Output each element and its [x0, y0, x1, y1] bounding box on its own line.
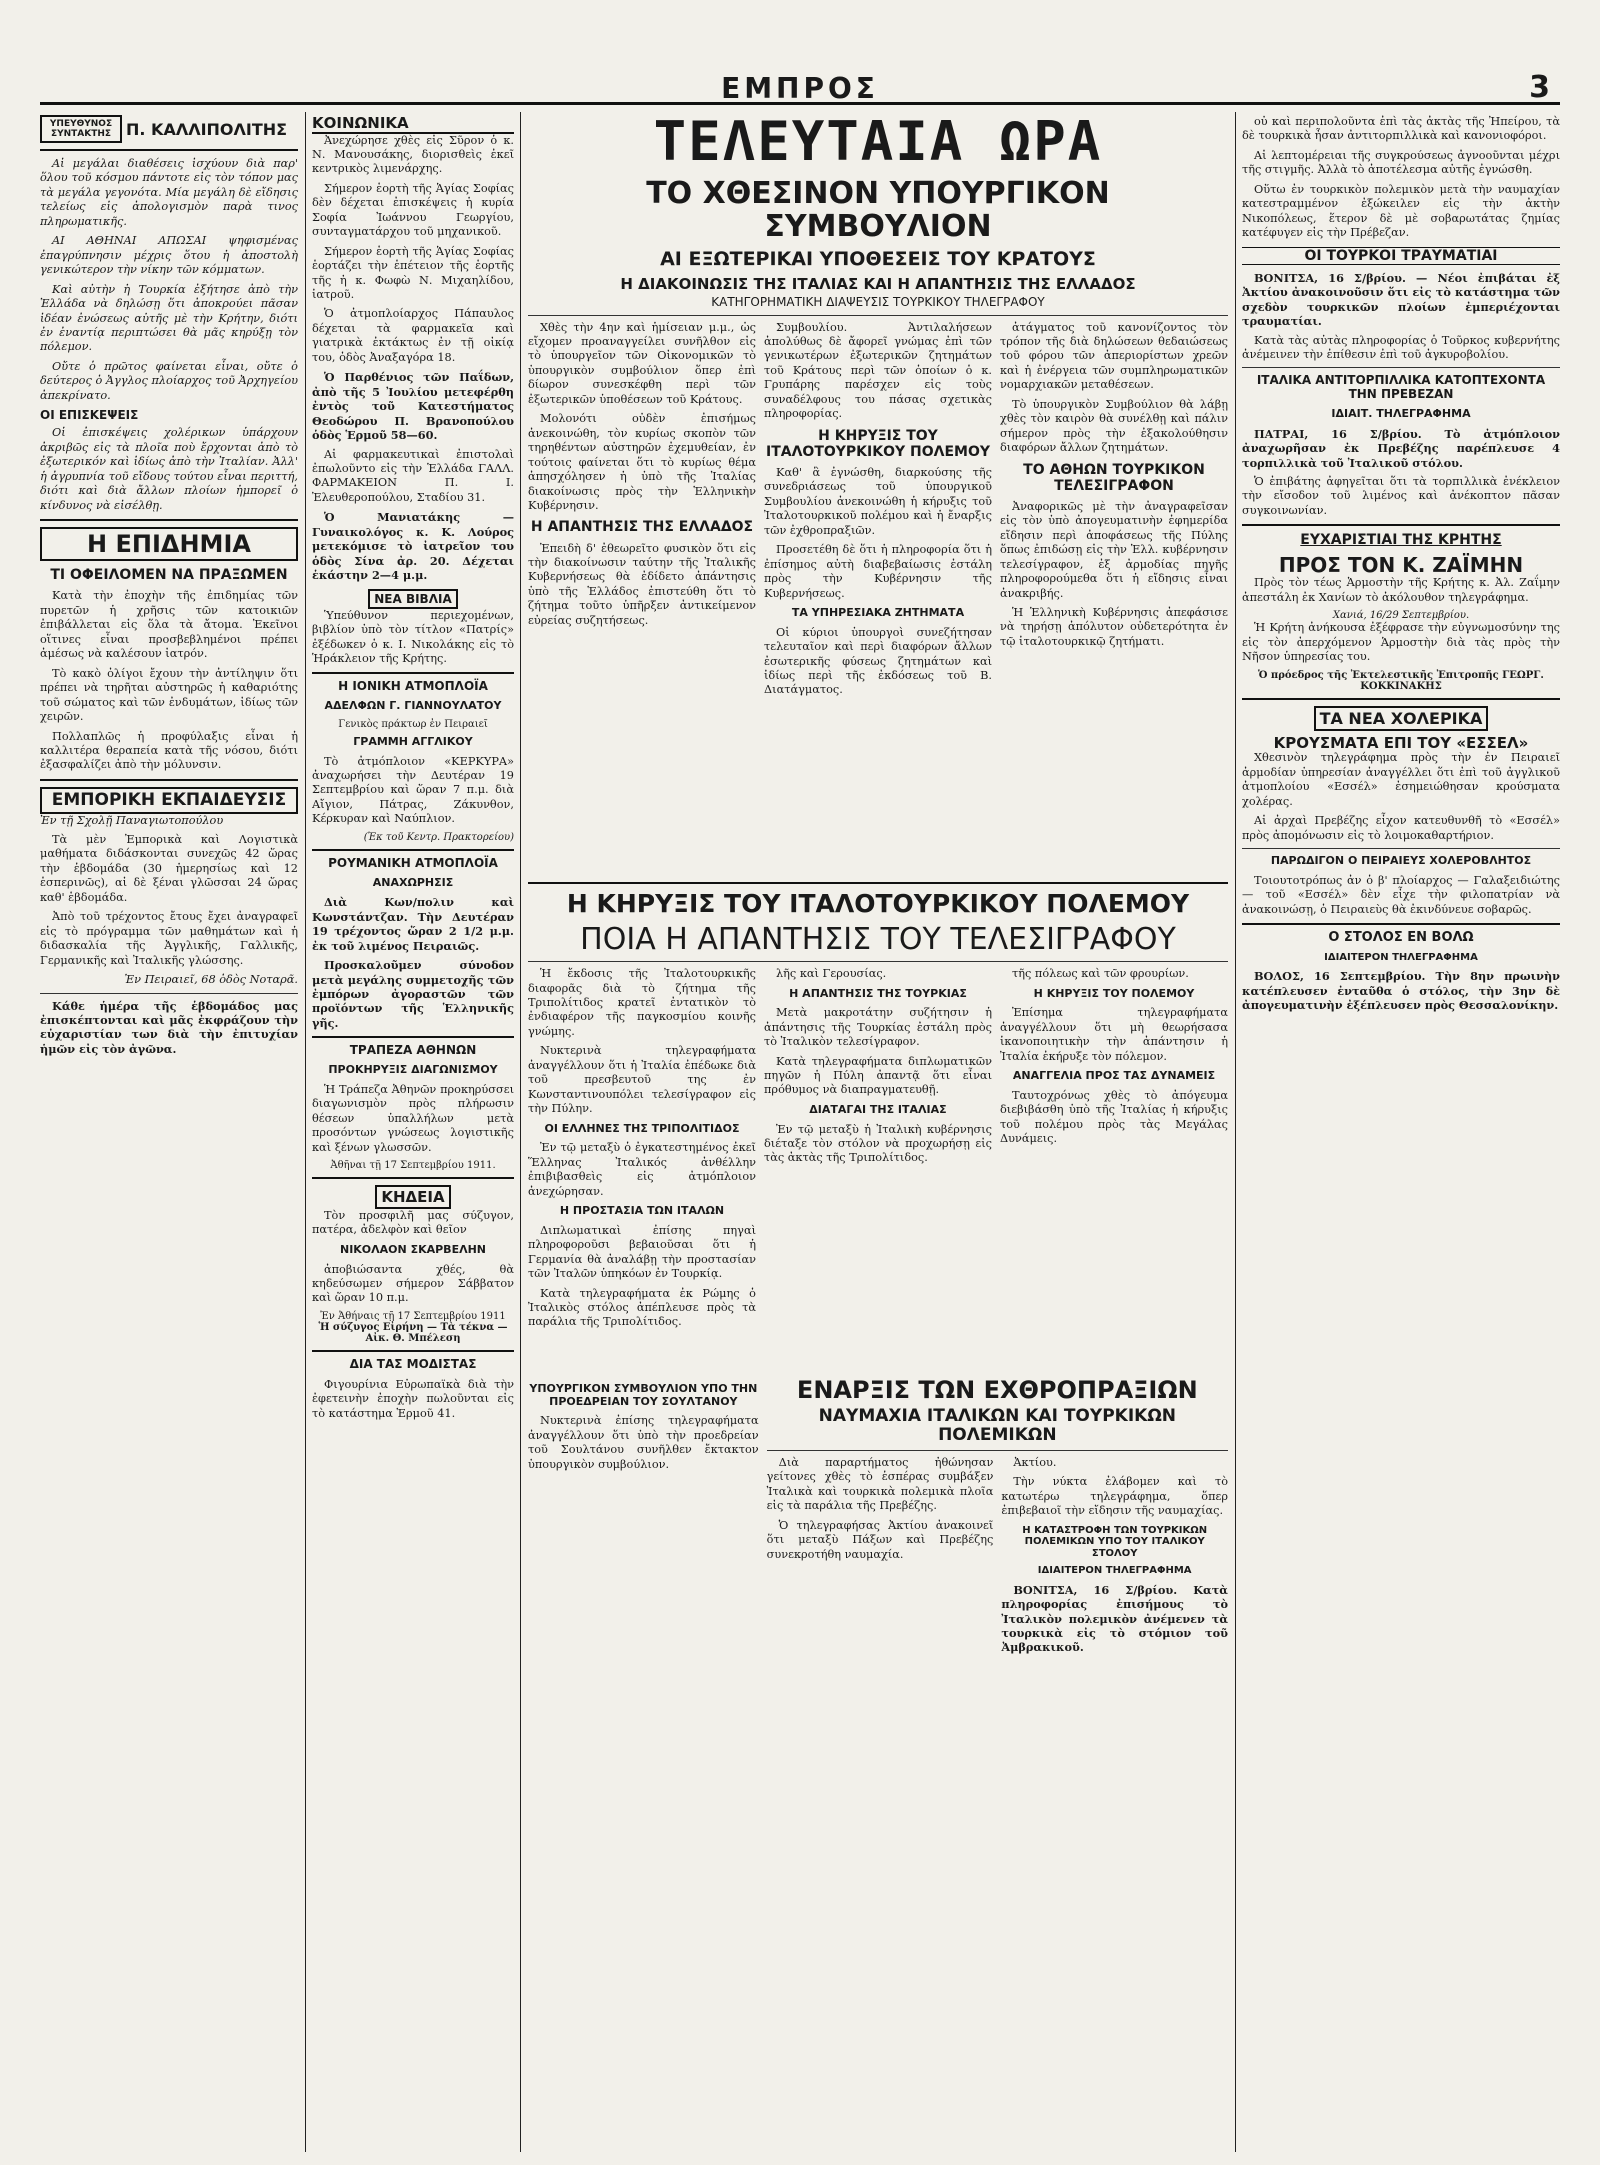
council-column-2 [764, 321, 992, 876]
headline-foreign-affairs: ΑΙ ΕΞΩΤΕΡΙΚΑΙ ΥΠΟΘΕΣΕΙΣ ΤΟΥ ΚΡΑΤΟΥΣ [660, 248, 1096, 270]
headline-council: ΤΟ ΧΘΕΣΙΝΟΝ ΥΠΟΥΡΓΙΚΟΝ ΣΥΜΒΟΥΛΙΟΝ [646, 176, 1110, 244]
hostilities-block [767, 1377, 1228, 1660]
section-heading: ΤΟ ΑΘΗΩΝ ΤΟΥΡΚΙΚΟΝ ΤΕΛΕΣΙΓΡΑΦΟΝ [1023, 461, 1205, 494]
funeral-date: Ἐν Ἀθήναις τῇ 17 Σεπτεμβρίου 1911 [320, 1310, 506, 1322]
paragraph: Προσκαλοῦμεν σύνοδον μετὰ μεγάλης συμμετοχῆς τῶν ἐμπόρων ἀγοραστῶν τῶν προϊόντων τῆς Ἑλληνικῆς γῆς. [312, 958, 514, 1030]
paragraph: Οὕτω ἐν τουρκικὸν πολεμικὸν μετὰ τὴν ναυμαχίαν κατεστραμμένον ἐξώκειλεν εἰς τὴν ἀκτὴν Νικοπόλεως, ἕτερον δὲ μὲ σοβαρωτάτας ζημίας κατέφυγεν εἰς τὴν Πρέβεζαν. [1242, 182, 1560, 240]
torpedo-heading: ΙΤΑΛΙΚΑ ΑΝΤΙΤΟΡΠΙΛΛΙΚΑ ΚΑΤΟΠΤΕΧΟΝΤΑ ΤΗΝ ΠΡΕΒΕΖΑΝ [1256, 373, 1546, 402]
section-heading: Η ΚΑΤΑΣΤΡΟΦΗ ΤΩΝ ΤΟΥΡΚΙΚΩΝ ΠΟΛΕΜΙΚΩΝ ΥΠΟ ΤΟΥ ΙΤΑΛΙΚΟΥ ΣΤΟΛΟΥ [1022, 1524, 1208, 1559]
paragraph: Ἀπὸ τοῦ τρέχοντος ἔτους ἔχει ἀναγραφεῖ εἰς τὸ πρόγραμμα τῶν μαθημάτων καὶ ἡ διδασκαλία τῆς Ἀγγλικῆς, Γαλλικῆς, Γερμανικῆς καὶ Ἰταλικῆς γλώσσης. [40, 910, 298, 967]
war-column-1 [528, 967, 756, 1377]
paragraph: Κατὰ τηλεγραφήματα διπλωματικῶν πηγῶν ἡ Πύλη ἀπαντᾷ ὅτι εἶναι πρόθυμος νὰ διαπραγματευθῇ. [764, 1054, 992, 1097]
funeral-name: ΝΙΚΟΛΑΟΝ ΣΚΑΡΒΕΛΗΝ [339, 1242, 487, 1256]
paragraph: Τὰ μὲν Ἐμπορικὰ καὶ Λογιστικὰ μαθήματα διδάσκονται συνεχῶς 42 ὥρας τὴν ἑβδομάδα (30 ἡμερησίως καὶ 12 ἑσπερινῶς), αἱ δὲ ξέναι γλῶσσαι 24 ὥρας καθ' ἑβδομάδα. [40, 833, 298, 904]
funeral-signatures: Ἡ σύζυγος Εἰρήνη — Τὰ τέκνα — Αἰκ. Θ. Μπέλεση [318, 1321, 508, 1344]
paragraph: Ὁ ἀτμοπλοίαρχος Πάπαυλος δέχεται τὰ φαρμακεῖα καὶ γιατρικὰ ἐκτάκτως ἐν τῇ οἰκίᾳ του, ὁδὸς Ἀναξαγόρα 18. [312, 307, 514, 364]
cholera-subheading: ΚΡΟΥΣΜΑΤΑ ΕΠΙ ΤΟΥ «ΕΣΣΕΛ» [1273, 733, 1529, 752]
paragraph: Κατὰ τὰς αὐτὰς πληροφορίας ὁ Τοῦρκος κυβερνήτης ἀνέμεινεν τὴν ἐπίθεσιν ἐπὶ τοῦ ἀγκυροβολίου. [1242, 333, 1560, 361]
paragraph: Οἱ ἐπισκέψεις χολέρικων ὑπάρχουν ἀκριβῶς εἰς τὰ πλοῖα ποὺ ἔρχονται ἀπὸ τὸ ἐξωτερικόν καὶ ἰδίως ἀπὸ τὴν Ἰταλίαν. Ἀλλ' ἡ ἀγρυπνία τοῦ εἴδους τούτου εἶναι περιττή, διότι καὶ διὰ ἄλλων πλοίων ἠμπορεῖ ὁ κίνδυνος νὰ εἰσέλθῃ. [40, 426, 298, 512]
paragraph: οὐ καὶ περιπολοῦντα ἐπὶ τὰς ἀκτὰς τῆς Ἠπείρου, τὰ δὲ τουρκικὰ ἦσαν ἀντιτορπιλλικὰ καὶ κανονιοφόροι. [1242, 115, 1560, 143]
paragraph: Αἱ φαρμακευτικαὶ ἐπιστολαὶ ἐπωλοῦντο εἰς τὴν Ἑλλάδα ΓΑΛΛ. ΦΑΡΜΑΚΕΙΟΝ Π. Ι. Ἐλευθεροπούλου, Σταδίου 31. [312, 447, 514, 504]
column-5 [1242, 115, 1560, 2155]
paragraph: Ἡ Τράπεζα Ἀθηνῶν προκηρύσσει διαγωνισμὸν πρὸς πλήρωσιν θέσεων ὑπαλλήλων μετὰ προσόντων γνώσεως λογιστικῆς καὶ ξένων γλωσσῶν. [312, 1082, 514, 1154]
naval-battle-headline: ΝΑΥΜΑΧΙΑ ΙΤΑΛΙΚΩΝ ΚΑΙ ΤΟΥΡΚΙΚΩΝ ΠΟΛΕΜΙΚΩΝ [818, 1406, 1177, 1446]
paragraph: Ταυτοχρόνως χθὲς τὸ ἀπόγευμα διεβιβάσθη ὑπὸ τῆς Ἰταλίας ἡ κήρυξις τοῦ πολέμου πρὸς τὰς Μεγάλας Δυνάμεις. [1000, 1088, 1228, 1145]
cholera-heading: ΤΑ ΝΕΑ ΧΟΛΕΡΙΚΑ [1314, 706, 1489, 731]
paragraph: Ἡ Κρήτη ἀνήκουσα ἐξέφρασε τὴν εὐγνωμοσύνην της εἰς τὸν ἀπερχόμενον Ἁρμοστὴν διὰ τὰς πρὸς τὴν Νῆσον ὑπηρεσίας του. [1242, 621, 1560, 664]
paragraph: Τὸ κακὸ ὀλίγοι ἔχουν τὴν ἀντίληψιν ὅτι πρέπει νὰ τηρῆται αὐστηρῶς ἡ καθαριότης τοῦ σώματος καὶ τῶν ἐνδυμάτων, ἰδίως τῶν χειρῶν. [40, 666, 298, 724]
paragraph: Οὔτε ὁ πρῶτος φαίνεται εἶναι, οὔτε ὁ δεύτερος ὁ Ἀγγλος πλοίαρχος τοῦ Ἀρχηγείου ἀπεκρίνατο. [40, 359, 298, 402]
section-heading: ΟΙ ΕΠΙΣΚΕΨΕΙΣ [40, 408, 139, 423]
ionian-brothers: ΑΔΕΛΦΩΝ Γ. ΓΙΑΝΝΟΥΛΑΤΟΥ [324, 699, 502, 713]
war-subheadline: ΠΟΙΑ Η ΑΠΑΝΤΗΣΙΣ ΤΟΥ ΤΕΛΕΣΙΓΡΑΦΟΥ [580, 922, 1176, 958]
column-rule [305, 112, 306, 2152]
thanks-place: Χανιά, 16/29 Σεπτεμβρίου. [1332, 610, 1470, 622]
modistes-heading: ΔΙΑ ΤΑΣ ΜΟΔΙΣΤΑΣ [349, 1356, 477, 1371]
ship-heading: ΠΑΡΩΔΙΓΟΝ Ο ΠΕΙΡΑΙΕΥΣ ΧΟΛΕΡΟΒΛΗΤΟΣ [1270, 853, 1532, 867]
books-heading: ΝΕΑ ΒΙΒΛΙΑ [368, 589, 458, 609]
paragraph: Ἐν τῷ μεταξὺ ὁ ἐγκατεστημένος ἐκεῖ Ἕλληνας Ἰταλικός ἀνθέλλην ἐπιβιβασθεὶς εἰς ἀτμόπλοιον ἀνεχώρησαν. [528, 1141, 756, 1198]
hostilities-headline: ΕΝΑΡΞΙΣ ΤΩΝ ΕΧΘΡΟΠΡΑΞΙΩΝ [796, 1376, 1198, 1405]
paragraph: Τὴν νύκτα ἐλάβομεν καὶ τὸ κατωτέρω τηλεγράφημα, ὅπερ ἐπιβεβαιοῖ τὴν εἴδησιν τῆς ναυμαχίας. [1001, 1475, 1228, 1518]
section-heading: ΑΝΑΓΓΕΛΙΑ ΠΡΟΣ ΤΑΣ ΔΥΝΑΜΕΙΣ [1012, 1068, 1216, 1082]
bank-heading: ΤΡΑΠΕΖΑ ΑΘΗΝΩΝ [349, 1043, 477, 1058]
funeral-heading: ΚΗΔΕΙΑ [375, 1185, 450, 1209]
paragraph: Σήμερον ἑορτὴ τῆς Ἁγίας Σοφίας ἑορτάζει τὴν ἑπέτειον τῆς ἑορτῆς τῆς ἡ κ. Φωφὼ Ν. Μιχαηλίδου, ἰατροῦ. [312, 244, 514, 302]
paragraph: ἀτάγματος τοῦ κανονίζοντος τὸν τρόπον τῆς διὰ δηλώσεων θεδαιώσεως τοῦ φόρου τῶν ἀπεριορίστων χρεῶν καὶ ἡ ἐνέργεια τῶν συμπληρωματικῶν νομαρχιακῶν μεταθέσεων. [1000, 320, 1228, 392]
fleet-subheading: ΙΔΙΑΙΤΕΡΟΝ ΤΗΛΕΓΡΑΦΗΜΑ [1324, 951, 1478, 963]
section-heading: Η ΚΗΡΥΞΙΣ ΤΟΥ ΙΤΑΛΟΤΟΥΡΚΙΚΟΥ ΠΟΛΕΜΟΥ [766, 427, 990, 460]
paragraph: Οἱ κύριοι ὑπουργοὶ συνεζήτησαν τελευταῖον καὶ περὶ διαφόρων ἄλλων ἐσωτερικῆς φύσεως ζητημάτων καὶ ἰδίως περὶ τῆς ἐκδόσεως τοῦ Β. Διατάγματος. [764, 625, 992, 697]
fleet-heading: Ο ΣΤΟΛΟΣ ΕΝ ΒΟΛΩ [1328, 929, 1474, 945]
war-headline: Η ΚΗΡΥΞΙΣ ΤΟΥ ΙΤΑΛΟΤΟΥΡΚΙΚΟΥ ΠΟΛΕΜΟΥ [566, 888, 1190, 918]
ionian-line: ΓΡΑΜΜΗ ΑΓΓΛΙΚΟΥ [353, 734, 473, 748]
paragraph: ΒΟΝΙΤΣΑ, 16 Σ/βρίου. Κατὰ πληροφορίας ἐπισήμους τὸ Ἰταλικὸν πολεμικὸν ἀνέμενεν τὰ τουρκικὰ εἰς τὸ στόμιον τοῦ Ἀμβρακικοῦ. [1001, 1582, 1228, 1655]
sultan-council-column [528, 1377, 759, 1660]
paragraph: Κατὰ τηλεγραφήματα ἐκ Ρώμης ὁ Ἰταλικὸς στόλος ἀπέπλευσε πρὸς τὰ παράλια τῆς Τριπολίτιδος. [528, 1286, 756, 1329]
council-column-3 [1000, 321, 1228, 876]
ionian-heading: Η ΙΟΝΙΚΗ ΑΤΜΟΠΛΟΪΑ [338, 679, 488, 694]
section-heading: ΟΙ ΕΛΛΗΝΕΣ ΤΗΣ ΤΡΙΠΟΛΙΤΙΔΟΣ [544, 1121, 740, 1135]
section-subheading: ΙΔΙΑΙΤΕΡΟΝ ΤΗΛΕΓΡΑΦΗΜΑ [1037, 1565, 1192, 1577]
paragraph: Σήμερον ἑορτὴ τῆς Ἁγίας Σοφίας δὲν δέχεται ἐπισκέψεις ἡ κυρία Σοφία Ἰωάννου Γεωργίου, συνταγματάρχου τοῦ μηχανικοῦ. [312, 181, 514, 239]
section-heading: Η ΠΡΟΣΤΑΣΙΑ ΤΩΝ ΙΤΑΛΩΝ [559, 1204, 725, 1218]
romanian-subheading: ΑΝΑΧΩΡΗΣΙΣ [372, 875, 454, 889]
paragraph: Ἐν τῷ μεταξὺ ἡ Ἰταλικὴ κυβέρνησις διέταξε τὸν στόλον νὰ προχωρήσῃ εἰς τὰς ἀκτὰς τῆς Τριπολίτιδος. [764, 1122, 992, 1165]
paragraph: Νυκτερινὰ τηλεγραφήματα ἀναγγέλλουν ὅτι ἡ Ἰταλία ἐπέδωκε διὰ τοῦ πρεσβευτοῦ της ἐν Κωνσταντινουπόλει τελεσίγραφον εἰς τὴν Πύλην. [528, 1044, 756, 1116]
paragraph: Καὶ αὐτὴν ἡ Τουρκία ἐξήτησε ἀπὸ τὴν Ἑλλάδα νὰ δηλώσῃ ὅτι ἀποκρούει πᾶσαν ἰδέαν ἐνώσεως αὐτῆς μὲ τὴν Κρήτην, διότι ἐν ἐναντίᾳ περιπτώσει θὰ μᾶς κηρύξῃ τὸν πόλεμον. [40, 282, 298, 354]
paragraph: Ἐπίσημα τηλεγραφήματα ἀναγγέλλουν ὅτι μὴ θεωρήσασα ἱκανοποιητικὴν τὴν ἀπάντησιν ἡ Ἰταλία ἐκήρυξε τὸν πόλεμον. [1000, 1006, 1228, 1063]
paragraph: Τὸν προσφιλῆ μας σύζυγον, πατέρα, ἀδελφὸν καὶ θεῖον [312, 1209, 514, 1237]
paragraph: Τοιουτοτρόπως ἀν ὁ β' πλοίαρχος — Γαλαξειδιώτης — τοῦ «Εσσέλ» δὲν εἶχε τὴν φιλοπατρίαν νὰ ἀνακοινώσῃ, ὁ Πειραιεὺς θὰ ἐκινδύνευε σοβαρῶς. [1242, 873, 1560, 916]
column-rule [1235, 112, 1236, 2152]
paragraph: Φιγουρίνια Εὐρωπαϊκὰ διὰ τὴν ἐφετεινὴν ἐποχὴν πωλοῦνται εἰς τὸ κατάστημα Ἑρμοῦ 41. [312, 1377, 514, 1420]
paragraph: ΑΙ ΑΘΗΝΑΙ ΑΠΩΣΑΙ ψηφισμένας ἐπαγρύπνησιν μέχρις ὅτου ἡ ἀποστολὴ γενικώτερον τὴν νίκην τῶν κόμματων. [40, 234, 298, 277]
column-2 [312, 115, 514, 2155]
war-column-3 [1000, 967, 1228, 1377]
epidemic-heading: Η ΕΠΙΔΗΜΙΑ [40, 527, 298, 561]
paragraph: Χθεσινὸν τηλεγράφημα πρὸς τὴν ἐν Πειραιεῖ ἀρμοδίαν ὑπηρεσίαν ἀναγγέλλει ὅτι ἐπὶ τοῦ ἀγγλικοῦ ἀτμοπλοίου «Εσσέλ» ἐσημειώθησαν κρούσματα χολέρας. [1242, 751, 1560, 808]
section-heading: Η ΚΗΡΥΞΙΣ ΤΟΥ ΠΟΛΕΜΟΥ [1033, 986, 1195, 1000]
paragraph: Τὸ ὑπουργικὸν Συμβούλιον θὰ λάβῃ χθὲς τὸν καιρὸν θὰ συνέλθῃ καὶ πάλιν σήμερον πρὸς τὴν ἐξακολούθησιν διαφόρων ἄλλων ζητημάτων. [1000, 397, 1228, 455]
paragraph: Ὁ ἐπιβάτης ἀφηγεῖται ὅτι τὰ τορπιλλικὰ ἐνέκλειον τὴν εἴσοδον τοῦ λιμένος καὶ ἀνέκοπτον πᾶσαν συγκοινωνίαν. [1242, 475, 1560, 517]
school-heading: ΕΜΠΟΡΙΚΗ ΕΚΠΑΙΔΕΥΣΙΣ [40, 787, 298, 814]
paragraph: Καθ' ἃ ἐγνώσθη, διαρκούσης τῆς συνεδριάσεως τοῦ ὑπουργικοῦ Συμβουλίου ἀνεκοινώθη ἡ κήρυξις τοῦ Ἰταλοτουρκικοῦ πολέμου καὶ ἡ ἔναρξις τῶν ἐχθροπραξιῶν. [764, 465, 992, 537]
paragraph: Πολλαπλῶς ἡ προφύλαξις εἶναι ἡ καλλιτέρα θεραπεία κατὰ τῆς νόσου, διότι ἐξασφαλίζει ἀπὸ τὴν μόλυνσιν. [40, 729, 298, 772]
paragraph: Διπλωματικαὶ ἐπίσης πηγαὶ πληροφοροῦσι βεβαιοῦσαι ὅτι ἡ Γερμανία θὰ ἀναλάβῃ τὴν προστασίαν τῶν Ἰταλῶν ὑπηκόων ἐν Τουρκίᾳ. [528, 1223, 756, 1281]
address: Ἐν Πειραιεῖ, 68 ὁδὸς Νοταρᾶ. [124, 973, 298, 987]
paragraph: Διὰ Κων/πολιν καὶ Κωνστάντζαν. Τὴν Δευτέραν 19 τρέχοντος ὥραν 2 1/2 μ.μ. ἐκ τοῦ λιμένος Πειραιῶς. [312, 895, 514, 953]
column-1 [40, 115, 298, 2155]
paragraph: Νυκτερινὰ ἐπίσης τηλεγραφήματα ἀναγγέλλουν ὅτι ὑπὸ τὴν προεδρείαν τοῦ Σουλτάνου συνῆλθεν ἔκτακτον ὑπουργικὸν συμβούλιον. [528, 1414, 759, 1471]
paragraph: Αἱ λεπτομέρειαι τῆς συγκρούσεως ἀγνοοῦνται μέχρι τῆς στιγμῆς. Ἀλλὰ τὸ ἀποτέλεσμα αὐτῆς ἐγνώσθη. [1242, 148, 1560, 177]
paragraph: ἀποβιώσαντα χθές, θὰ κηδεύσωμεν σήμερον Σάββατον καὶ ὥραν 10 π.μ. [312, 1262, 514, 1305]
social-heading: ΚΟΙΝΩΝΙΚΑ [312, 115, 514, 134]
paragraph: Τὸ ἀτμόπλοιον «ΚΕΡΚΥΡΑ» ἀναχωρήσει τὴν Δευτέραν 19 Σεπτεμβρίου καὶ ὥραν 7 π.μ. διὰ Αἴγιον, Πάτρας, Ζάκυνθον, Κέρκυραν καὶ Ναύπλιον. [312, 754, 514, 826]
section-heading: Η ΑΠΑΝΤΗΣΙΣ ΤΗΣ ΕΛΛΑΔΟΣ [530, 519, 754, 536]
thanks-subheading: ΠΡΟΣ ΤΟΝ Κ. ΖΑΪΜΗΝ [1278, 553, 1524, 578]
section-subheading: ΤΙ ΟΦΕΙΛΟΜΕΝ ΝΑ ΠΡΑΞΩΜΕΝ [50, 567, 288, 584]
paragraph: Ὑπεύθυνον περιεχομένων, βιβλίον ὑπὸ τὸν τίτλον «Πατρίς» ἐξέδωκεν ὁ κ. Ι. Νικολάκης εἰς τὸ Ἡράκλειον τῆς Κρήτης. [312, 608, 514, 665]
thanks-heading: ΕΥΧΑΡΙΣΤΙΑΙ ΤΗΣ ΚΡΗΤΗΣ [1300, 532, 1502, 549]
paragraph: Αἱ μεγάλαι διαθέσεις ἰσχύουν διὰ παρ' ὅλου τοῦ κόσμου πάντοτε εἰς τὸν τόπον μας τὰ μεγάλα γεγονότα. Μία μεγάλη δὲ εἴδησις τελείως εἰς ἀπολογισμὸν παρὰ τινος πληρωματικῆς. [40, 157, 298, 228]
paragraph: Ἐπειδὴ δ' ἐθεωρεῖτο φυσικὸν ὅτι εἰς τὴν διακοίνωσιν ταύτην τῆς Ἰταλικῆς Κυβερνήσεως θὰ ἐδίδετο ἀπάντησις ὑπὸ τῆς Ἑλλάδος ἐπιστεύθη ὅτι τὸ ζήτημα τοῦτο ὑπῆρξεν ἀντικείμενον εὐρείας συζητήσεως. [528, 541, 756, 627]
bank-date: Ἀθῆναι τῇ 17 Σεπτεμβρίου 1911. [330, 1160, 496, 1172]
council-column-1 [528, 321, 756, 876]
ionian-agent: Γενικὸς πράκτωρ ἐν Πειραιεῖ [338, 718, 488, 730]
paragraph: Ἀκτίου. [1013, 1455, 1057, 1469]
main-news [528, 115, 1228, 2155]
section-heading: ΥΠΟΥΡΓΙΚΟΝ ΣΥΜΒΟΥΛΙΟΝ ΥΠΟ ΤΗΝ ΠΡΟΕΔΡΕΙΑΝ ΤΟΥ ΣΟΥΛΤΑΝΟΥ [529, 1382, 758, 1408]
wounded-heading: ΟΙ ΤΟΥΡΚΟΙ ΤΡΑΥΜΑΤΙΑΙ [1242, 247, 1560, 265]
paragraph: Διὰ παραρτήματος ἠθώνησαν γείτονες χθὲς τὸ ἑσπέρας συμβάξεν Ἰταλικὰ καὶ τουρκικὰ πολεμικὰ πλοῖα εἰς τὰ παράλια τῆς Πρεβέζης. [766, 1455, 994, 1513]
section-heading: ΔΙΑΤΑΓΑΙ ΤΗΣ ΙΤΑΛΙΑΣ [809, 1102, 947, 1116]
paragraph: Ὁ τηλεγραφήσας Ἀκτίου ἀνακοινεῖ ὅτι μεταξὺ Πάξων καὶ Πρεβέζης συνεκροτήθη ναυμαχία. [766, 1518, 994, 1561]
paragraph: Συμβουλίου. Ἀντιλαλήσεων ἀπολύθως δὲ ἄφορεῖ γνώμας ἐπὶ τῶν γενικωτέρων ἐξωτερικῶν ζητημάτων τοῦ Κράτους περὶ τῶν ὁποίων ὁ κ. Γρυπάρης παρέσχεν εἰς τοὺς συναδέλφους του πάσας σχετικὰς πληροφορίας. [764, 320, 992, 421]
romanian-heading: ΡΟΥΜΑΝΙΚΗ ΑΤΜΟΠΛΟΪΑ [328, 855, 498, 870]
headline-denial: ΚΑΤΗΓΟΡΗΜΑΤΙΚΗ ΔΙΑΨΕΥΣΙΣ ΤΟΥΡΚΙΚΟΥ ΤΗΛΕΓΡΑΦΟΥ [711, 295, 1045, 310]
paragraph: Ἀνεχώρησε χθὲς εἰς Σῦρον ὁ κ. Ν. Μανουσάκης, διορισθεὶς ἐκεῖ κεντρικὸς λιμενάρχης. [312, 133, 514, 176]
headline-italian-note: Η ΔΙΑΚΟΙΝΩΣΙΣ ΤΗΣ ΙΤΑΛΙΑΣ ΚΑΙ Η ΑΠΑΝΤΗΣΙΣ ΤΗΣ ΕΛΛΑΔΟΣ [620, 274, 1136, 293]
paragraph: Μολονότι οὐδὲν ἐπισήμως ἀνεκοινώθη, τὸν κυρίως σκοπὸν τῶν τηρηθέντων αὐστηρῶν ἐχεμυθείαν, ἐν τούτοις φαίνεται ὅτι τὸ κυρίως θέμα ἀπησχόλησεν ἡ ὑπὸ τῆς Ἰταλίας διακοίνωσις πρὸς τὴν Ἑλληνικὴν Κυβέρνησιν. [528, 412, 756, 513]
section-heading: ΤΑ ΥΠΗΡΕΣΙΑΚΑ ΖΗΤΗΜΑΤΑ [791, 606, 965, 620]
bank-subheading: ΠΡΟΚΗΡΥΞΙΣ ΔΙΑΓΩΝΙΣΜΟΥ [328, 1063, 498, 1077]
paragraph: Μετὰ μακροτάτην συζήτησιν ἡ ἀπάντησις τῆς Τουρκίας ἐστάλη πρὸς τὸ Ἰταλικὸν τελεσίγραφον. [764, 1006, 992, 1049]
paragraph: Ὁ Μανιατάκης — Γυναικολόγος κ. Κ. Λούρος μετεκόμισε τὸ ἰατρεῖον του ὁδὸς Σίνα ἀρ. 20. Δέχεται ἑκάστην 2—4 μ.μ. [312, 510, 514, 583]
thanks-signature: Ὁ πρόεδρος τῆς Ἐκτελεστικῆς Ἐπιτροπῆς ΓΕΩΡΓ. ΚΟΚΚΙΝΑΚΗΣ [1258, 669, 1544, 692]
paragraph: τῆς πόλεως καὶ τῶν φρουρίων. [1012, 967, 1189, 981]
newspaper-title: ΕΜΠΡΟΣ [721, 72, 879, 105]
paragraph: ΒΟΝΙΤΣΑ, 16 Σ/βρίου. — Νέοι ἐπιβάται ἐξ Ἀκτίου ἀνακοινοῦσιν ὅτι εἰς τὸ κατάστημα τῶν σχεδὸν τουρκικῶν πλοίων ἐμπεριέχονται τραυματίαι. [1242, 270, 1560, 329]
ionian-address: (Ἐκ τοῦ Κεντρ. Πρακτορείου) [363, 831, 514, 843]
paragraph: Ἡ Ἑλληνικὴ Κυβέρνησις ἀπεφάσισε νὰ τηρήσῃ ἀπόλυτον οὐδετερότητα ἐν τῷ ἰταλοτουρκικῷ ζητήματι. [1000, 606, 1228, 648]
main-headline: ΤΕΛΕΥΤΑΙΑ ΩΡΑ [653, 115, 1103, 173]
masthead [40, 72, 1560, 105]
paragraph: Κατὰ τὴν ἐποχὴν τῆς ἐπιδημίας τῶν πυρετῶν ἡ χρῆσις τῶν κατοικιῶν ἐπιβάλλεται εἰς ὅλα τὰ ἄτομα. Ἐκεῖνοι οἵτινες εἶναι προσβεβλημένοι πρέπει ἀμέσως νὰ καλέσουν ἰατρόν. [40, 589, 298, 661]
editor-name: Π. ΚΑΛΛΙΠΟΛΙΤΗΣ [126, 119, 288, 139]
page-number: 3 [1529, 70, 1550, 105]
section-heading: Η ΑΠΑΝΤΗΣΙΣ ΤΗΣ ΤΟΥΡΚΙΑΣ [789, 986, 967, 1000]
war-column-2 [764, 967, 992, 1377]
paragraph: Πρὸς τὸν τέως Ἁρμοστὴν τῆς Κρήτης κ. Ἀλ. Ζαΐμην ἀπεστάλη ἐκ Χανίων τὸ ἀκόλουθον τηλεγράφημα. [1242, 576, 1560, 604]
paragraph: Ἀναφορικῶς μὲ τὴν ἀναγραφεῖσαν εἰς τὸν ὑπὸ ἀπογευματινὴν ἐφημερίδα εἴδησιν περὶ ἀποφάσεως τῆς Πύλης ὅπως ἐπιδώσῃ εἰς τὴν Ἑλλ. κυβέρνησιν τελεσίγραφον, ἐξ ἀρμοδίας πηγῆς πληροφορούμεθα ὅτι ἡ εἴδησις εἶναι ἀνακριβής. [1000, 499, 1228, 600]
paragraph: λῆς καὶ Γερουσίας. [776, 967, 887, 981]
editor-label: ΥΠΕΥΘΥΝΟΣ ΣΥΝΤΑΚΤΗΣ [40, 115, 122, 143]
paragraph: Κάθε ἡμέρα τῆς ἑβδομάδος μας ἐπισκέπτονται καὶ μᾶς ἐκφράζουν τὴν εὐχαριστίαν των διὰ τὴν ἐπιτυχίαν ἡμῶν εἰς τὸν ἀγῶνα. [40, 998, 298, 1056]
school-subheading: Ἐν τῇ Σχολῇ Παναγιωτοπούλου [40, 813, 224, 827]
torpedo-subheading: ΙΔΙΑΙΤ. ΤΗΛΕΓΡΑΦΗΜΑ [1331, 407, 1471, 421]
paragraph: ΒΟΛΟΣ, 16 Σεπτεμβρίου. Τὴν 8ην πρωινὴν κατέπλευσεν ἐνταῦθα ὁ στόλος, τὴν 3ην δὲ ἀπογευματινὴν ἐξέπλευσεν πρὸς Θεσσαλονίκην. [1242, 969, 1560, 1013]
column-rule [520, 112, 521, 2152]
paragraph: Αἱ ἀρχαὶ Πρεβέζης εἶχον κατευθυνθῆ τὸ «Εσσέλ» πρὸς ἀπομόνωσιν εἰς τὸ λοιμοκαθαρτήριον. [1242, 814, 1560, 842]
paragraph: Ὁ Παρθένιος τῶν Παΐδων, ἀπὸ τῆς 5 Ἰουλίου μετεφέρθη ἐντὸς τοῦ Κατεστήματος Θεοδώρου Π. Βρανοπούλου ὁδὸς Ἑρμοῦ 58—60. [312, 370, 514, 443]
paragraph: Προσετέθη δὲ ὅτι ἡ πληροφορία ὅτι ἡ ἐπίσημος αὐτὴ διαβεβαίωσις ἐστάλη πρὸς τὴν Κυβέρνησιν τῆς Κυβερνήσεως. [764, 543, 992, 600]
paragraph: ΠΑΤΡΑΙ, 16 Σ/βρίου. Τὸ ἀτμόπλοιον ἀναχωρῆσαν ἐκ Πρεβέζης παρέπλευσε 4 τορπιλλικὰ τοῦ Ἰταλικοῦ στόλου. [1242, 426, 1560, 470]
paragraph: Χθὲς τὴν 4ην καὶ ἡμίσειαν μ.μ., ὡς εἴχομεν προαναγγείλει συνῆλθον εἰς τὸ ὑπουργεῖον τῶν Οἰκονομικῶν τὸ ὑπουργικὸν συμβούλιον ὅπερ ἐπὶ δίωρον συνεσκέφθη περὶ τῶν ἐξωτερικῶν ὑποθέσεων τοῦ Κράτους. [528, 320, 756, 406]
paragraph: Ἡ ἔκδοσις τῆς Ἰταλοτουρκικῆς διαφορᾶς διὰ τὸ ζήτημα τῆς Τριπολίτιδος κρατεῖ ἐντατικὸν τὸ ἐνδιαφέρον τῆς παγκοσμίου κοινῆς γνώμης. [528, 967, 756, 1038]
